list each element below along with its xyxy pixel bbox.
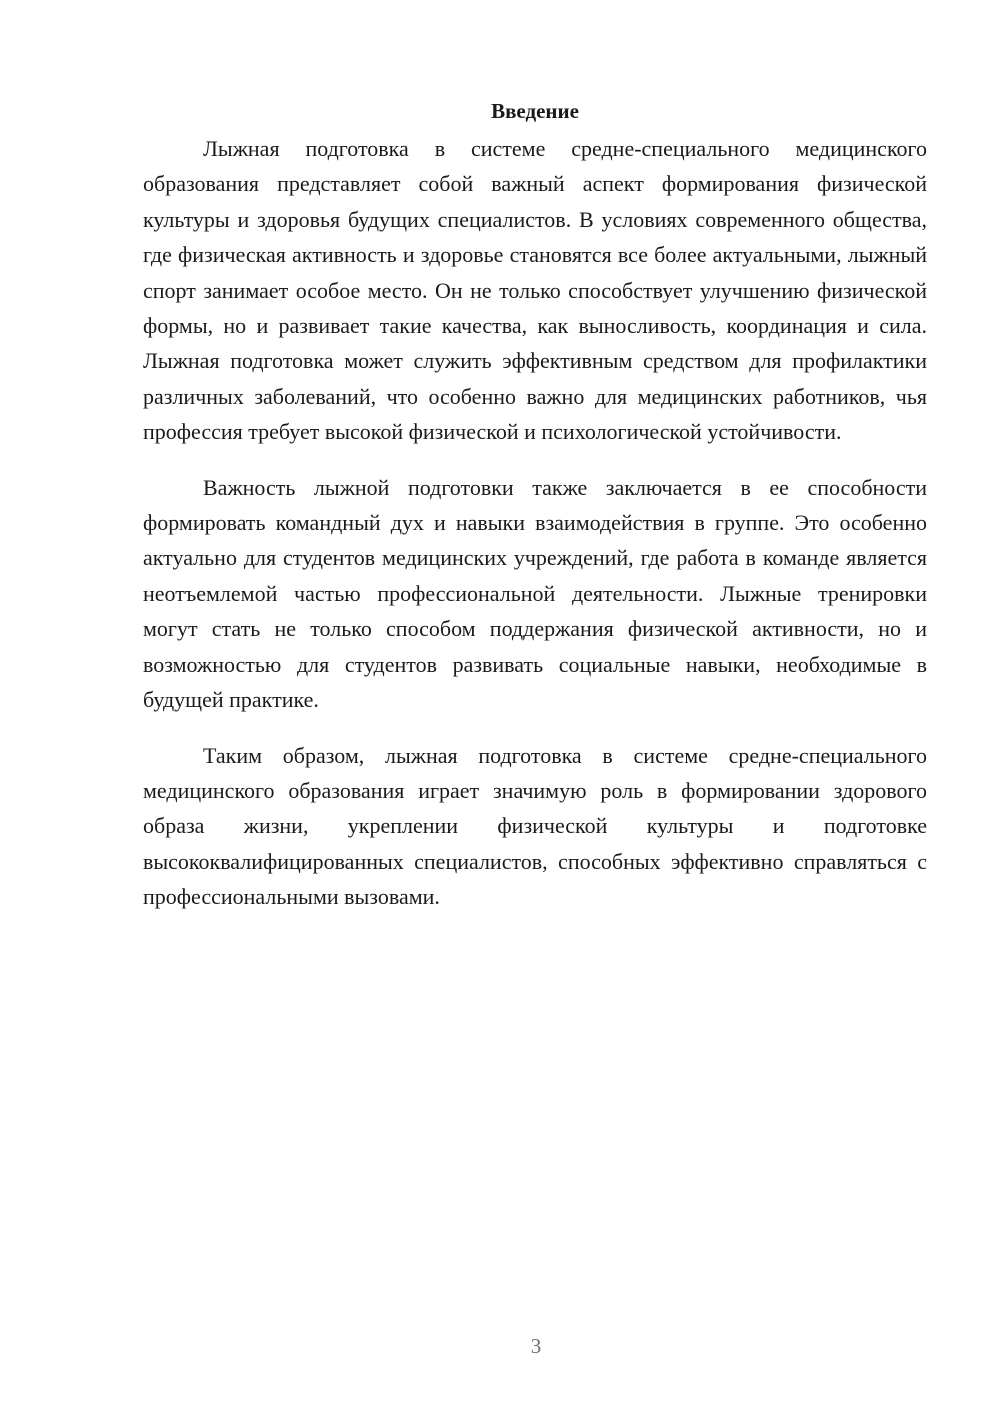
paragraph-1: Лыжная подготовка в системе средне-специального медицинского образования представляет собой важный аспект формирования физической культуры и здоровья будущих специалистов. В условиях современного общества, где физическая активность и здоровье становятся все более актуальными, лыжный спорт занимает особое место. Он не только способствует улучшению физической формы, но и развивает такие качества, как выносливость, координация и сила. Лыжная подготовка может служить эффективным средством для профилактики различных заболеваний, что особенно важно для медицинских работников, чья профессия требует высокой физической и психологической устойчивости. xyxy=(143,136,927,445)
paragraph-3: Таким образом, лыжная подготовка в системе средне-специального медицинского образования играет значимую роль в формировании здорового образа жизни, укреплении физической культуры и подготовке высококвалифицированных специалистов, способных эффективно справляться с профессиональными вызовами. xyxy=(143,742,927,910)
page-number: 3 xyxy=(530,1334,542,1358)
section-heading: Введение xyxy=(491,99,579,123)
paragraph-2: Важность лыжной подготовки также заключается в ее способности формировать командный дух и навыки взаимодействия в группе. Это особенно актуально для студентов медицинских учреждений, где работа в команде является неотъемлемой частью профессиональной деятельности. Лыжные тренировки могут стать не только способом поддержания физической активности, но и возможностью для студентов развивать социальные навыки, необходимые в будущей практике. xyxy=(143,474,927,713)
document-body xyxy=(143,95,927,935)
